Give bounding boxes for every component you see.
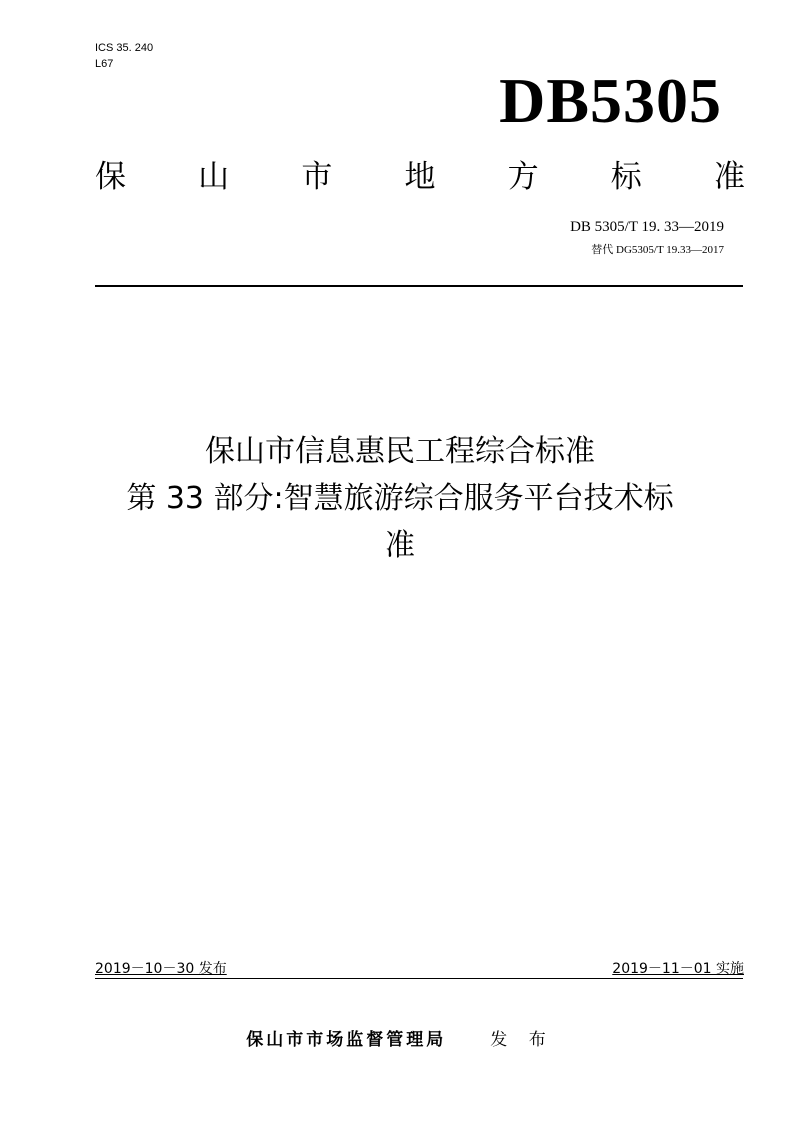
- replaces-standard: 替代 DG5305/T 19.33—2017: [591, 244, 724, 256]
- ics-code: ICS 35. 240: [95, 42, 154, 54]
- issuing-organization: 保山市市场监督管理局: [246, 1030, 447, 1050]
- standard-type-heading: [95, 157, 745, 197]
- title-line: 保山市信息惠民工程综合标准: [205, 434, 595, 469]
- title-line: 第 33 部分:智慧旅游综合服务平台技术标: [126, 481, 674, 516]
- standard-type-char: 标: [610, 159, 642, 195]
- standard-type-char: 地: [404, 159, 436, 195]
- header-divider: [95, 285, 743, 287]
- footer-divider: [95, 978, 743, 979]
- standard-type-char: 准: [713, 159, 745, 195]
- standard-type-char: 方: [507, 159, 539, 195]
- standard-type-char: 山: [198, 159, 230, 195]
- issue-label: 发 布: [490, 1030, 554, 1050]
- publish-date: 2019－10－30 发布: [95, 961, 227, 977]
- standard-type-char: 保: [95, 159, 126, 195]
- standard-type-char: 市: [301, 159, 333, 195]
- ccs-code: L67: [95, 58, 114, 70]
- issuer-line: [0, 1028, 800, 1052]
- db-logo: DB5305: [499, 65, 722, 136]
- document-title: [60, 428, 740, 569]
- standard-number: DB 5305/T 19. 33—2019: [570, 219, 724, 235]
- implement-date: 2019－11－01 实施: [612, 961, 744, 977]
- title-line: 准: [385, 528, 415, 563]
- classification-codes: [95, 40, 153, 72]
